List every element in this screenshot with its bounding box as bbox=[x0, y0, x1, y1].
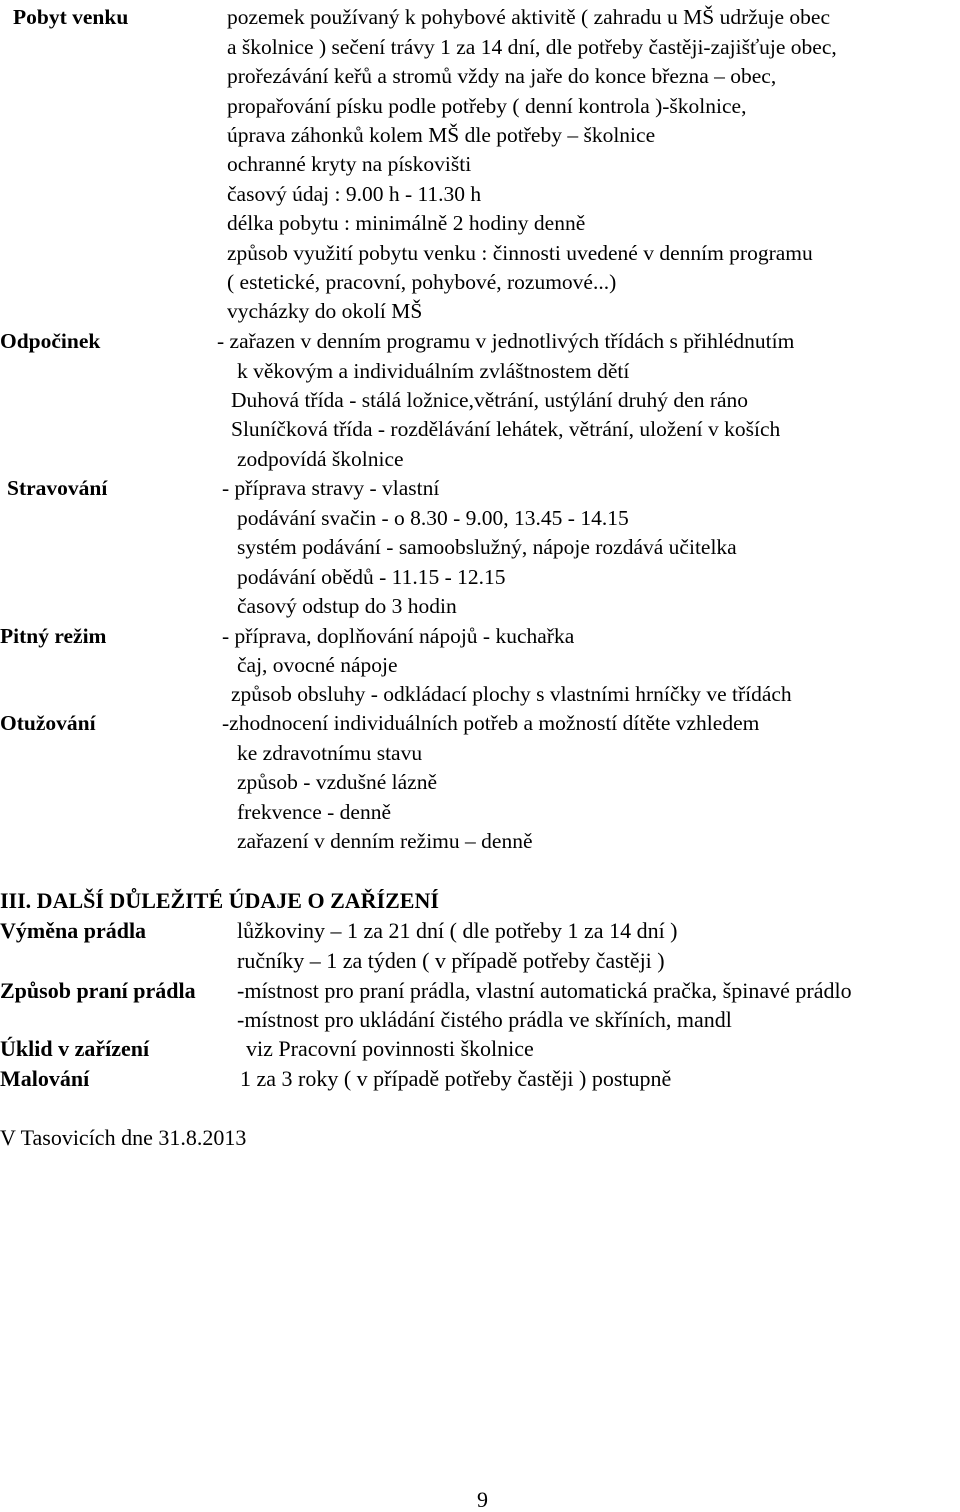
odpocinek-line: zodpovídá školnice bbox=[237, 447, 404, 471]
stravovani-line: - příprava stravy - vlastní bbox=[222, 476, 440, 500]
label-zpusob-prani: Způsob praní prádla bbox=[0, 978, 196, 1003]
otuzovani-line: frekvence - denně bbox=[237, 800, 391, 824]
pobyt-line: délka pobytu : minimálně 2 hodiny denně bbox=[227, 211, 586, 235]
pobyt-line: způsob využití pobytu venku : činnosti uvedené v denním programu bbox=[227, 241, 813, 265]
label-otuzovani: Otužování bbox=[0, 711, 96, 735]
stravovani-line: systém podávání - samoobslužný, nápoje rozdává učitelka bbox=[237, 535, 737, 559]
pobyt-line: propařování písku podle potřeby ( denní kontrola )-školnice, bbox=[227, 94, 747, 118]
uklid-value: viz Pracovní povinnosti školnice bbox=[246, 1036, 534, 1061]
pobyt-line: časový údaj : 9.00 h - 11.30 h bbox=[227, 182, 482, 206]
prani-line: -místnost pro praní prádla, vlastní automatická pračka, špinavé prádlo bbox=[237, 978, 852, 1003]
vymena-line: ručníky – 1 za týden ( v případě potřeby častěji ) bbox=[237, 948, 665, 973]
odpocinek-line: - zařazen v denním programu v jednotlivých třídách s přihlédnutím bbox=[217, 329, 795, 353]
otuzovani-line: -zhodnocení individuálních potřeb a možností dítěte vzhledem bbox=[222, 711, 760, 735]
pobyt-line: ochranné kryty na pískovišti bbox=[227, 152, 472, 176]
vymena-line: lůžkoviny – 1 za 21 dní ( dle potřeby 1 za 14 dní ) bbox=[237, 918, 678, 943]
odpocinek-line: Sluníčková třída - rozdělávání lehátek, větrání, uložení v koších bbox=[231, 417, 781, 441]
pitny-line: způsob obsluhy - odkládací plochy s vlastními hrníčky ve třídách bbox=[231, 682, 792, 706]
page-number: 9 bbox=[477, 1487, 488, 1512]
pitny-line: čaj, ovocné nápoje bbox=[237, 653, 398, 677]
label-uklid: Úklid v zařízení bbox=[0, 1036, 150, 1061]
pobyt-line: vycházky do okolí MŠ bbox=[227, 299, 423, 323]
label-malovani: Malování bbox=[0, 1066, 90, 1091]
label-pobyt-venku: Pobyt venku bbox=[13, 5, 129, 29]
stravovani-line: podávání obědů - 11.15 - 12.15 bbox=[237, 565, 506, 589]
label-stravovani: Stravování bbox=[7, 476, 108, 500]
pobyt-line: prořezávání keřů a stromů vždy na jaře do konce března – obec, bbox=[227, 64, 777, 88]
pobyt-line: a školnice ) sečení trávy 1 za 14 dní, dle potřeby častěji-zajišťuje obec, bbox=[227, 35, 837, 59]
otuzovani-line: zařazení v denním režimu – denně bbox=[237, 829, 533, 853]
pobyt-line: úprava záhonků kolem MŠ dle potřeby – školnice bbox=[227, 123, 656, 147]
otuzovani-line: ke zdravotnímu stavu bbox=[237, 741, 423, 765]
pitny-line: - příprava, doplňování nápojů - kuchařka bbox=[222, 624, 575, 648]
pobyt-line: pozemek používaný k pohybové aktivitě ( zahradu u MŠ udržuje obec bbox=[227, 5, 831, 29]
label-vymena-pradla: Výměna prádla bbox=[0, 918, 147, 943]
section-heading: III. DALŠÍ DŮLEŽITÉ ÚDAJE O ZAŘÍZENÍ bbox=[0, 888, 439, 913]
odpocinek-line: Duhová třída - stálá ložnice,větrání, ustýlání druhý den ráno bbox=[231, 388, 749, 412]
place-date: V Tasovicích dne 31.8.2013 bbox=[0, 1125, 247, 1150]
malovani-value: 1 za 3 roky ( v případě potřeby častěji ) postupně bbox=[240, 1066, 672, 1091]
label-pitny-rezim: Pitný režim bbox=[0, 624, 107, 648]
prani-line: -místnost pro ukládání čistého prádla ve skříních, mandl bbox=[237, 1007, 732, 1032]
odpocinek-line: k věkovým a individuálním zvláštnostem dětí bbox=[237, 359, 630, 383]
pobyt-line: ( estetické, pracovní, pohybové, rozumové...) bbox=[227, 270, 617, 294]
label-odpocinek: Odpočinek bbox=[0, 329, 101, 353]
stravovani-line: časový odstup do 3 hodin bbox=[237, 594, 457, 618]
otuzovani-line: způsob - vzdušné lázně bbox=[237, 770, 437, 794]
stravovani-line: podávání svačin - o 8.30 - 9.00, 13.45 - 14.15 bbox=[237, 506, 629, 530]
